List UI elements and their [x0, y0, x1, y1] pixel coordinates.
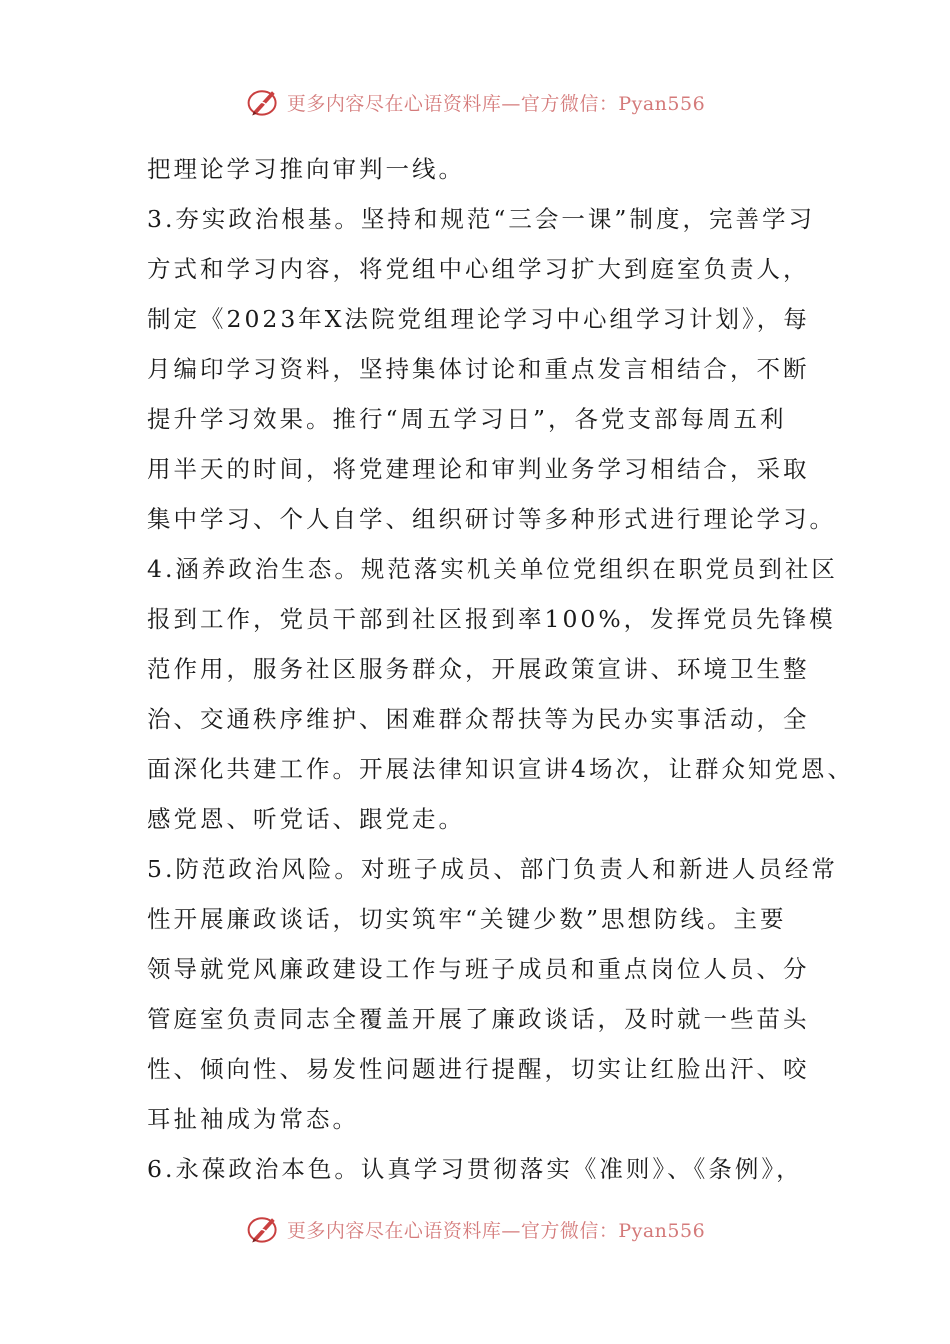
section-4-heading-line: 4.涵养政治生态。规范落实机关单位党组织在职党员到社区	[147, 555, 838, 583]
text-line: 用半天的时间，将党建理论和审判业务学习相结合，采取	[147, 455, 810, 483]
text-line: 感党恩、听党话、跟党走。	[147, 805, 465, 833]
text-line: 集中学习、个人自学、组织研讨等多种形式进行理论学习。	[147, 505, 836, 533]
text-line: 管庭室负责同志全覆盖开展了廉政谈话，及时就一些苗头	[147, 1005, 810, 1033]
text-line: 领导就党风廉政建设工作与班子成员和重点岗位人员、分	[147, 955, 810, 983]
text-line: 方式和学习内容，将党组中心组学习扩大到庭室负责人，	[147, 255, 810, 283]
footer-watermark	[0, 1211, 950, 1247]
text-line: 提升学习效果。推行“周五学习日”，各党支部每周五利	[147, 405, 787, 433]
text-line: 范作用，服务社区服务群众，开展政策宣讲、环境卫生整	[147, 655, 810, 683]
text-line: 制定《2023年X法院党组理论学习中心组学习计划》，每	[147, 305, 810, 333]
pen-logo-icon	[245, 1211, 281, 1247]
watermark-text: 更多内容尽在心语资料库—官方微信：Pyan556	[286, 1219, 706, 1242]
text-line: 面深化共建工作。开展法律知识宣讲4场次，让群众知党恩、	[147, 755, 854, 783]
pen-logo-icon	[245, 84, 281, 120]
document-body	[147, 144, 854, 1194]
header-watermark	[0, 84, 950, 120]
text-line: 月编印学习资料，坚持集体讨论和重点发言相结合，不断	[147, 355, 810, 383]
section-6-heading-line: 6.永葆政治本色。认真学习贯彻落实《准则》、《条例》，	[147, 1155, 803, 1183]
text-line: 性、倾向性、易发性问题进行提醒，切实让红脸出汗、咬	[147, 1055, 810, 1083]
watermark-text: 更多内容尽在心语资料库—官方微信：Pyan556	[286, 92, 706, 115]
text-line: 耳扯袖成为常态。	[147, 1105, 359, 1133]
section-5-heading-line: 5.防范政治风险。对班子成员、部门负责人和新进人员经常	[147, 855, 838, 883]
text-line: 报到工作，党员干部到社区报到率100%，发挥党员先锋模	[147, 605, 836, 633]
text-line: 性开展廉政谈话，切实筑牢“关键少数”思想防线。主要	[147, 905, 787, 933]
text-line: 治、交通秩序维护、困难群众帮扶等为民办实事活动，全	[147, 705, 810, 733]
section-3-heading-line: 3.夯实政治根基。坚持和规范“三会一课”制度，完善学习	[147, 205, 815, 233]
text-line: 把理论学习推向审判一线。	[147, 155, 465, 183]
